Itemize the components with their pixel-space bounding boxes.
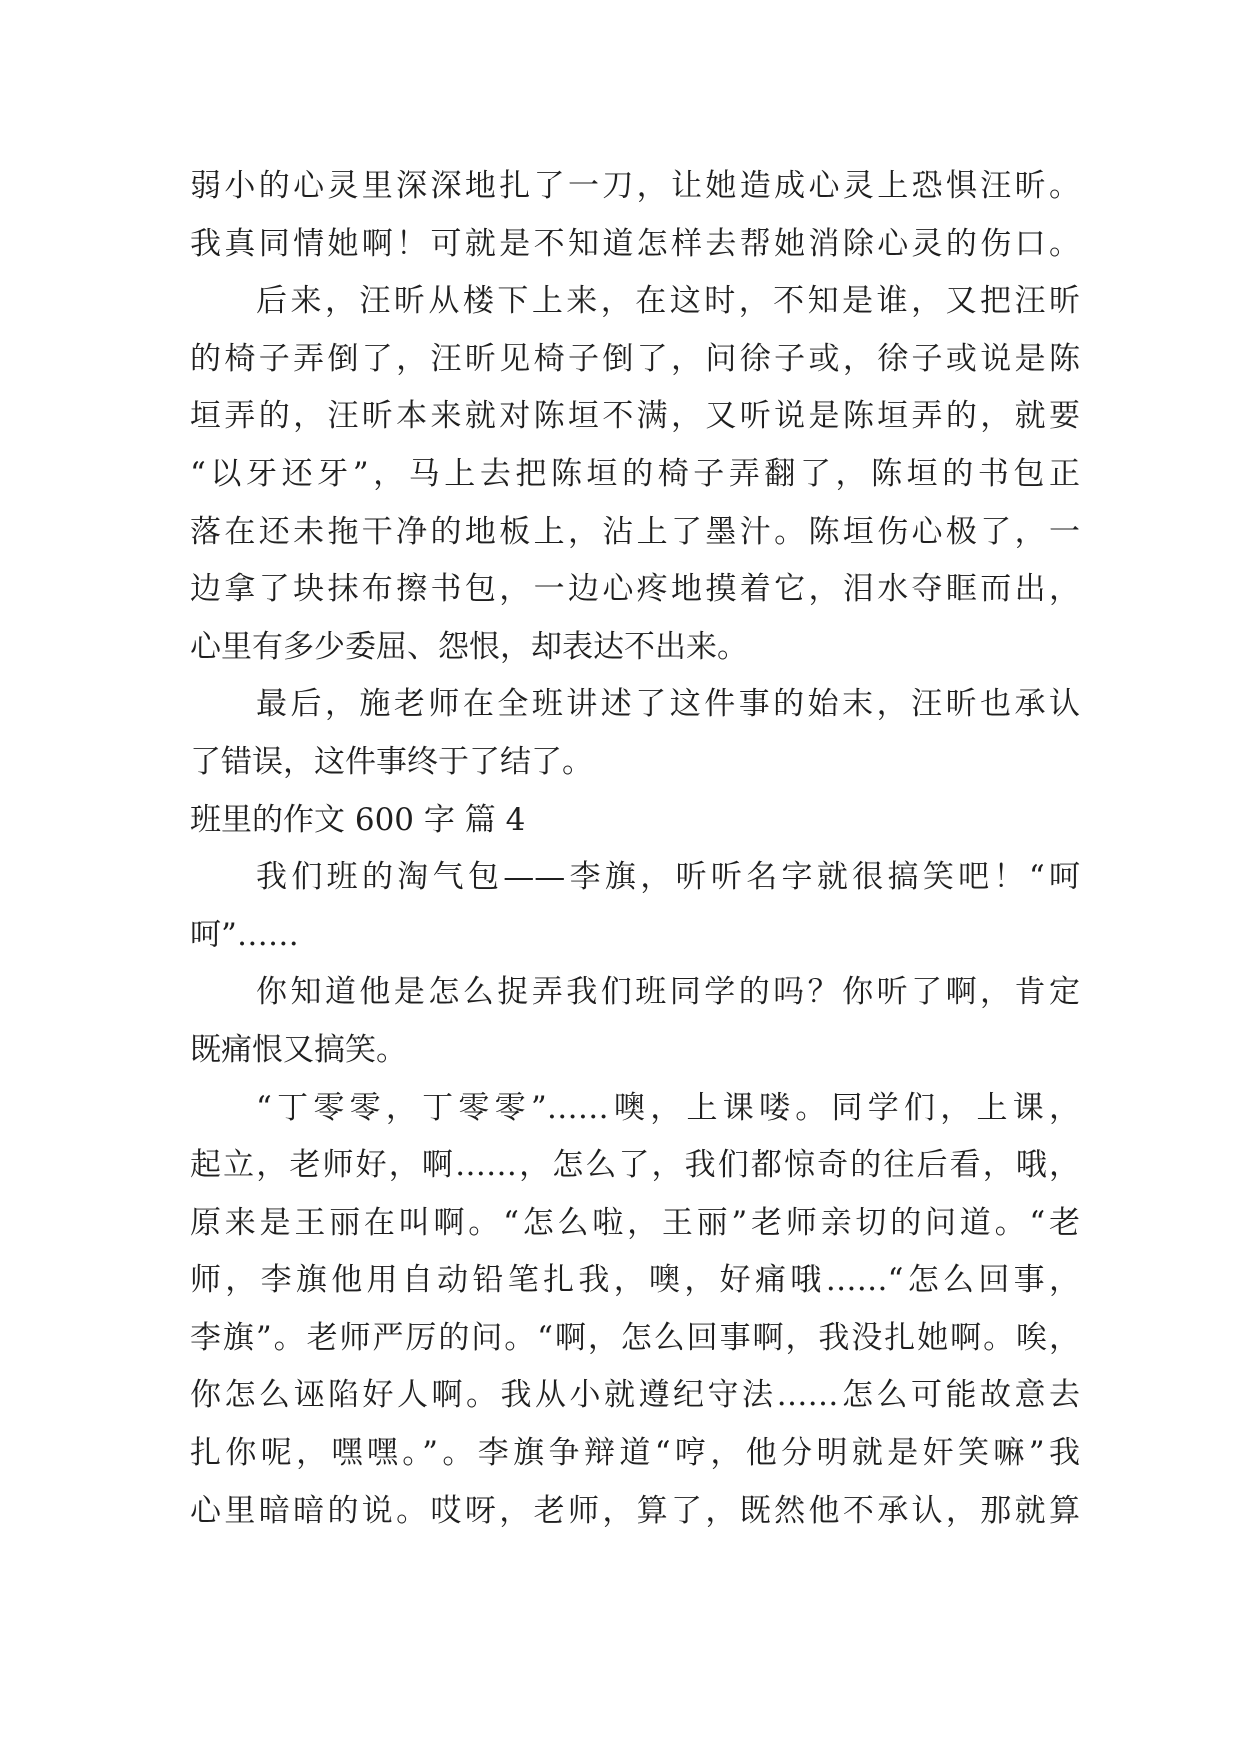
text-line: 你怎么诬陷好人啊。我从小就遵纪守法……怎么可能故意去 bbox=[190, 1377, 1080, 1414]
text-line: 了错误，这件事终于了结了。 bbox=[190, 743, 593, 780]
text-line: 的椅子弄倒了，汪昕见椅子倒了，问徐子或，徐子或说是陈 bbox=[190, 340, 1080, 377]
text-line: 呵”…… bbox=[190, 916, 299, 953]
text-line: 既痛恨又搞笑。 bbox=[190, 1031, 407, 1068]
text-line: 师，李旗他用自动铅笔扎我，噢，好痛哦……“怎么回事， bbox=[190, 1262, 1080, 1299]
text-line: 心里有多少委屈、怨恨，却表达不出来。 bbox=[190, 628, 748, 665]
text-line: 边拿了块抹布擦书包，一边心疼地摸着它，泪水夺眶而出， bbox=[190, 571, 1080, 608]
text-line: 起立，老师好，啊……，怎么了，我们都惊奇的往后看，哦， bbox=[190, 1147, 1080, 1184]
text-line: 李旗”。老师严厉的问。“啊，怎么回事啊，我没扎她啊。唉， bbox=[190, 1319, 1080, 1356]
text-line: 我们班的淘气包——李旗，听听名字就很搞笑吧！“呵 bbox=[256, 859, 1080, 896]
text-line: 原来是王丽在叫啊。“怎么啦，王丽”老师亲切的问道。“老 bbox=[190, 1204, 1080, 1241]
essay-section-heading: 班里的作文 600 字 篇 4 bbox=[190, 801, 526, 838]
text-line: 落在还未拖干净的地板上，沾上了墨汁。陈垣伤心极了，一 bbox=[190, 513, 1080, 550]
essay-body bbox=[190, 158, 1080, 1540]
text-line: 我真同情她啊！可就是不知道怎样去帮她消除心灵的伤口。 bbox=[190, 225, 1080, 262]
text-line: 弱小的心灵里深深地扎了一刀，让她造成心灵上恐惧汪昕。 bbox=[190, 168, 1080, 204]
text-line: 你知道他是怎么捉弄我们班同学的吗？你听了啊，肯定 bbox=[256, 974, 1080, 1011]
text-line: 最后，施老师在全班讲述了这件事的始末，汪昕也承认 bbox=[256, 686, 1080, 723]
text-line: 后来，汪昕从楼下上来，在这时，不知是谁，又把汪昕 bbox=[256, 283, 1080, 320]
text-line: “以牙还牙”，马上去把陈垣的椅子弄翻了，陈垣的书包正 bbox=[190, 455, 1080, 492]
text-line: 垣弄的，汪昕本来就对陈垣不满，又听说是陈垣弄的，就要 bbox=[190, 398, 1080, 435]
text-line: “丁零零，丁零零”……噢，上课喽。同学们，上课， bbox=[256, 1089, 1080, 1126]
text-line: 扎你呢，嘿嘿。”。李旗争辩道“哼，他分明就是奸笑嘛”我 bbox=[190, 1435, 1080, 1472]
text-line: 心里暗暗的说。哎呀，老师，算了，既然他不承认，那就算 bbox=[190, 1492, 1080, 1529]
